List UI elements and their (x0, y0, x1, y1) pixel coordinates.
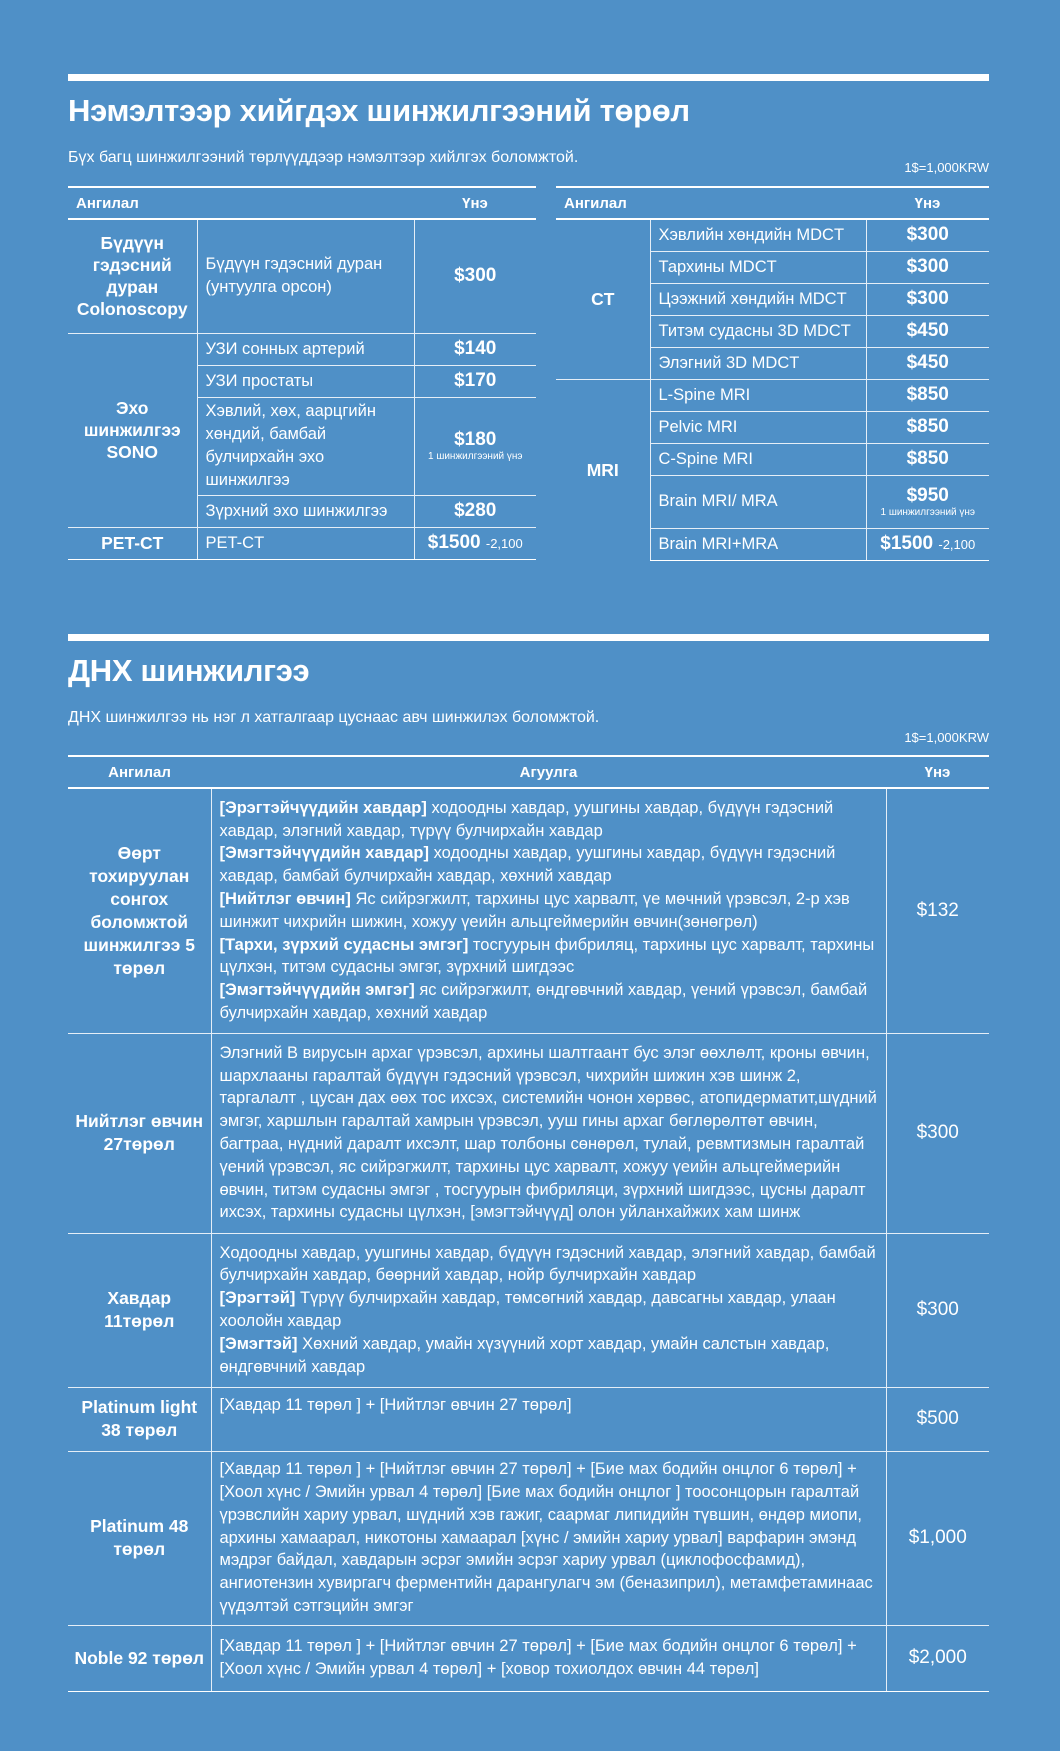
item-cell: УЗИ сонных артерий (197, 333, 414, 365)
item-cell: Хэвлийн хөндийн MDCT (650, 219, 866, 251)
content-text: [Хавдар 11 төрөл ] + [Нийтлэг өвчин 27 төрөл] + [Бие мах бодийн онцлог 6 төрөл] + [Хоол хүнс / Эмийн урвал 4 төрөл] [Бие мах бодийн онцлог ] тоосонцорын гаралтай үрэвслийн хариу урвал, шүдний хэв гажиг, саармаг липидийн түвшин, өндөр миопи, архины хамаарал, никотоны хамаарал [хүнс / эмийн хариу урвал] варфарин эмэнд мэдрэг байдал, хавдарын эсрэг эмийн эсрэг хариу урвал (циклофосфамид), ангиотензин хувиргагч ферментийн дарангулагч эм (беназиприл), метамфетаминаас үүдэлтэй сэтгэцийн эмгэг (219, 1460, 873, 1615)
column-header-price: Үнэ (866, 187, 989, 219)
item-cell: Brain MRI+MRA (650, 528, 866, 560)
table-row (556, 219, 989, 251)
item-cell: C-Spine MRI (650, 443, 866, 475)
price-cell: $132 (886, 788, 989, 1033)
section-divider (68, 74, 989, 81)
section-title: ДНХ шинжилгээ (68, 653, 310, 688)
table-row (68, 333, 536, 365)
content-emphasis: [Тархи, зүрхий судасны эмгэг] (219, 935, 469, 954)
price-cell: $170 (414, 365, 536, 397)
content-paragraph (220, 1458, 878, 1618)
table-row (68, 788, 989, 1033)
item-cell: PET-CT (197, 527, 414, 559)
category-cell: Нийтлэг өвчин 27төрөл (68, 1033, 211, 1233)
category-cell: PET-CT (68, 527, 197, 559)
section-title: Нэмэлтээр хийгдэх шинжилгээний төрөл (68, 93, 690, 128)
dna-tests-section (68, 634, 989, 1694)
section-subtitle: Бүх багц шинжилгээний төрлүүддээр нэмэлтээр хийлгэх боломжтой. (68, 149, 579, 166)
section-divider (68, 634, 989, 641)
table-row (68, 1033, 989, 1233)
content-cell (211, 1387, 886, 1451)
content-cell (211, 1451, 886, 1625)
item-cell: Бүдүүн гэдэсний дуран (унтуулга орсон) (197, 219, 414, 333)
content-paragraph (220, 1242, 878, 1288)
price-cell: $300 (886, 1233, 989, 1387)
category-cell: Эхо шинжилгээ SONO (68, 333, 197, 527)
category-cell: Platinum 48 төрөл (68, 1451, 211, 1625)
item-cell: Титэм судасны 3D MDCT (650, 315, 866, 347)
item-cell: Brain MRI/ MRA (650, 475, 866, 528)
price-cell: $300 (886, 1033, 989, 1233)
column-header-category: Ангилал (68, 187, 414, 219)
price-cell: $500 (886, 1387, 989, 1451)
price-suffix: -2,100 (938, 537, 976, 552)
column-header-content: Агуулга (211, 756, 886, 788)
content-cell (211, 1033, 886, 1233)
price-cell (414, 527, 536, 559)
category-cell: Platinum light 38 төрөл (68, 1387, 211, 1451)
content-text: [Хавдар 11 төрөл ] + [Нийтлэг өвчин 27 төрөл] (219, 1395, 572, 1414)
price-cell: $1,000 (886, 1451, 989, 1625)
price-cell: $850 (866, 411, 989, 443)
item-cell: УЗИ простаты (197, 365, 414, 397)
table-row (68, 1233, 989, 1387)
price-cell: $300 (414, 219, 536, 333)
additional-tests-table-right (556, 186, 989, 561)
table-row (68, 1387, 989, 1451)
content-cell (211, 1233, 886, 1387)
content-text: Яс сийрэгжилт, тархины цус харвалт, үе мөчний үрэвсэл, 2-р хэв шинжит чихрийн шижин, хожуу үеийн альцгеймерийн өвчин(зөнөгрөл) (219, 889, 850, 931)
item-cell: Элэгний 3D MDCT (650, 347, 866, 379)
item-cell: Хэвлий, хөх, аарцгийн хөндий, бамбай булчирхайн эхо шинжилгээ (197, 397, 414, 495)
column-header-price: Үнэ (886, 756, 989, 788)
item-cell: Цээжний хөндийн MDCT (650, 283, 866, 315)
table-row (68, 219, 536, 333)
price-cell: $280 (414, 495, 536, 527)
additional-tests-section (68, 74, 989, 574)
price-cell (866, 475, 989, 528)
content-emphasis: [Эрэгтэй] (219, 1289, 296, 1308)
price-cell (414, 397, 536, 495)
price-note: 1 шинжилгээний үнэ (427, 451, 523, 462)
content-text: Хөхний хавдар, умайн хүзүүний хорт хавдар, умайн салстын хавдар, өндгөвчний хавдар (219, 1334, 830, 1376)
price-suffix: -2,100 (485, 536, 523, 551)
content-text: яс сийрэгжилт, өндгөвчний хавдар, үений үрэвсэл, бамбай булчирхайн хавдар, хөхний хавдар (219, 981, 868, 1022)
price-cell: $300 (866, 283, 989, 315)
category-cell: Хавдар 11төрөл (68, 1233, 211, 1387)
item-cell: Pelvic MRI (650, 411, 866, 443)
exchange-rate: 1$=1,000KRW (904, 730, 989, 745)
price-value: $180 (454, 429, 497, 450)
category-cell: Өөрт тохируулан сонгох боломжтой шинжилгээ 5 төрөл (83, 842, 195, 978)
content-paragraph (220, 842, 878, 888)
exchange-rate: 1$=1,000KRW (904, 160, 989, 175)
item-cell: Тархины MDCT (650, 251, 866, 283)
price-cell: $450 (866, 347, 989, 379)
column-header-category: Ангилал (556, 187, 866, 219)
price-cell: $450 (866, 315, 989, 347)
category-cell: MRI (556, 379, 650, 560)
content-emphasis: [Эрэгтэйчүүдийн хавдар] (219, 798, 427, 817)
table-row (68, 1625, 989, 1691)
content-cell (211, 1625, 886, 1691)
content-paragraph (220, 1042, 878, 1224)
additional-tests-table-left (68, 186, 536, 560)
price-cell: $300 (866, 219, 989, 251)
content-paragraph (220, 1287, 878, 1333)
content-text: ходоодны хавдар, уушгины хавдар, бүдүүн гэдэсний хавдар, бамбай булчирхайн хавдар, хөхний хавдар (219, 844, 836, 886)
content-emphasis: [Эмэгтэйчүүдийн эмгэг] (219, 981, 415, 1000)
price-cell: $2,000 (886, 1625, 989, 1691)
content-paragraph (220, 1635, 878, 1681)
content-emphasis: [Эмэгтэйчүүдийн хавдар] (219, 844, 430, 863)
content-paragraph (220, 1394, 878, 1417)
content-text: Ходоодны хавдар, уушгины хавдар, бүдүүн гэдэсний хавдар, элэгний хавдар, бамбай булчирхайн хавдар, бөөрний хавдар, нойр булчирхайн хавдар (219, 1243, 876, 1285)
column-header-price: Үнэ (414, 187, 536, 219)
content-text: Элэгний B вирусын архаг үрэвсэл, архины шалтгаант бус элэг өөхлөлт, кроны өвчин, шархлааны гаралтай бүдүүн гэдэсний үрэвсэл, чихрийн шижин хэв шинж 2, таргалалт , цусан дах өөх тос ихсэх, системийн чонон хөрвөс, атопидерматит,шүдний эмгэг, харшлын гаралтай хамрын үрэвсэл, ууш гины архаг бөглөрөлтөт өвчин, багтраа, нүдний даралт ихсэлт, шар толбоны сөнөрөл, тулай, ревмтизмын гаралтай үений үрэвсэл, яс сийрэгжилт, тархины цус харвалт, хожуу үеийн альцгеймерийн өвчин, титэм судасны эмгэг , тосгуурын фибриляци, зүрхний шигдээс, цусны даралт ихсэх, тархины судасны цүлхэн, [эмэгтэйчүүд] олон уйланхайжих хам шинж (219, 1043, 877, 1222)
content-text: ходоодны хавдар, уушгины хавдар, бүдүүн гэдэсний хавдар, элэгний хавдар, түрүү булчирхайн хавдар (219, 798, 834, 840)
section-subtitle: ДНХ шинжилгээ нь нэг л хатгалгаар цуснаас авч шинжилэх боломжтой. (68, 709, 600, 726)
content-cell (211, 788, 886, 1033)
price-cell: $140 (414, 333, 536, 365)
content-text: [Хавдар 11 төрөл ] + [Нийтлэг өвчин 27 төрөл] + [Бие мах бодийн онцлог 6 төрөл] + [Хоол хүнс / Эмийн урвал 4 төрөл] + [ховор тохиолдох өвчин 44 төрөл] (219, 1637, 857, 1678)
category-cell: CT (591, 289, 615, 310)
dna-tests-table (68, 755, 989, 1692)
category-cell: Noble 92 төрөл (68, 1625, 211, 1691)
content-paragraph (220, 888, 878, 934)
content-text: Түрүү булчирхайн хавдар, төмсөгний хавдар, давсагны хавдар, улаан хоолойн хавдар (219, 1289, 836, 1330)
price-value: $1500 (427, 532, 481, 553)
price-value: $950 (906, 484, 949, 506)
price-cell: $850 (866, 443, 989, 475)
table-row (68, 1451, 989, 1625)
content-paragraph (220, 797, 878, 843)
price-note: 1 шинжилгээний үнэ (880, 506, 976, 518)
price-value: $1500 (880, 533, 934, 554)
column-header-category: Ангилал (68, 756, 211, 788)
table-row (68, 527, 536, 559)
price-cell: $300 (866, 251, 989, 283)
content-emphasis: [Эмэгтэй] (219, 1334, 298, 1353)
content-text: тосгуурын фибриляц, тархины цус харвалт, тархины цүлхэн, титэм судасны эмгэг, зүрхний шигдээс (219, 935, 875, 977)
content-paragraph (220, 934, 878, 980)
price-cell (866, 528, 989, 560)
price-cell: $850 (866, 379, 989, 411)
content-emphasis: [Нийтлэг өвчин] (219, 889, 351, 908)
content-paragraph (220, 979, 878, 1025)
table-row (556, 379, 989, 411)
item-cell: L-Spine MRI (650, 379, 866, 411)
category-cell: Бүдүүн гэдэсний дуран Colonoscopy (76, 233, 188, 320)
item-cell: Зүрхний эхо шинжилгээ (197, 495, 414, 527)
content-paragraph (220, 1333, 878, 1379)
